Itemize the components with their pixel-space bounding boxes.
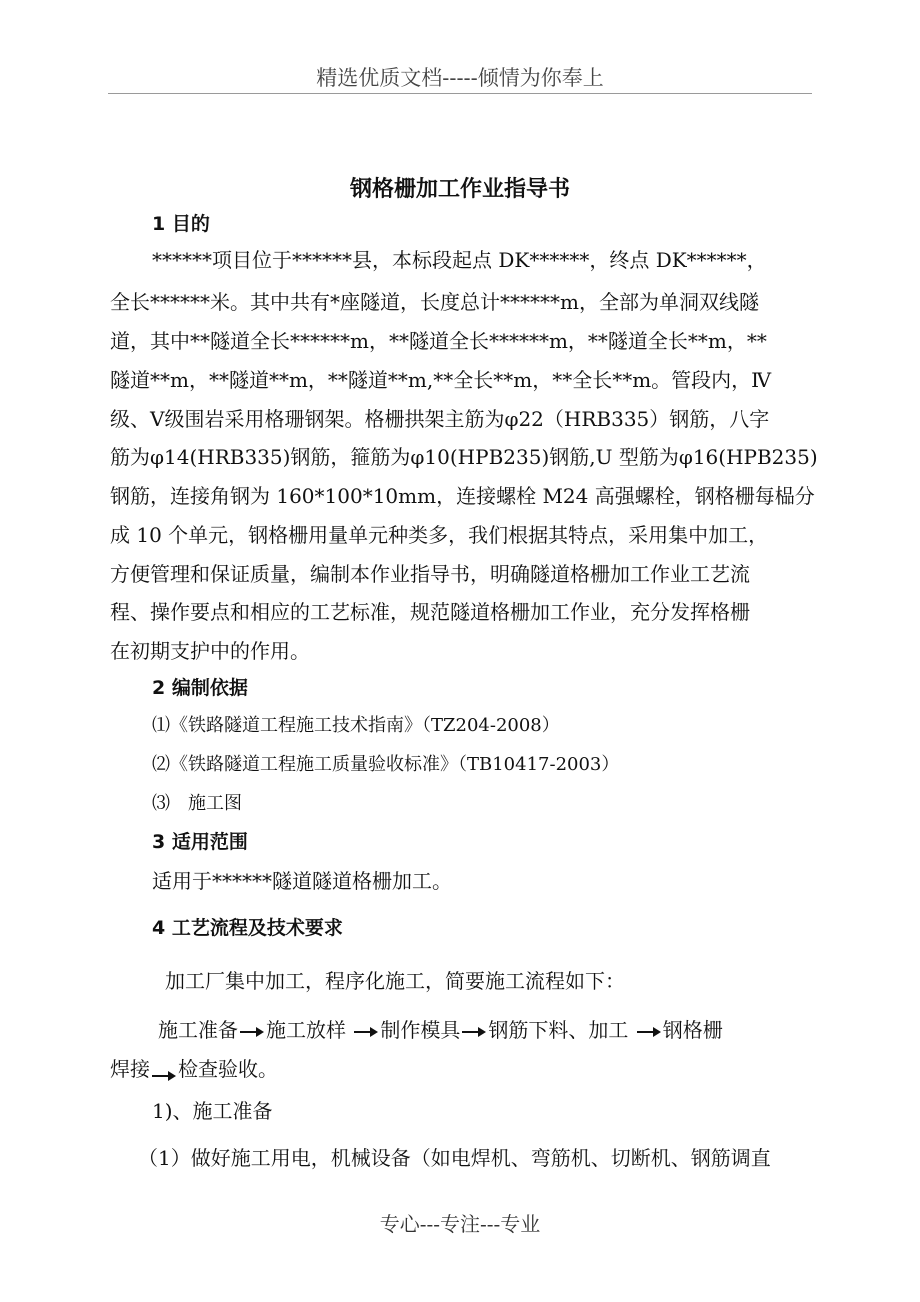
section-heading-scope: 3 适用范围 bbox=[152, 831, 248, 853]
arrow-right-icon bbox=[637, 1026, 661, 1038]
paragraph-line: 成 10 个单元，钢格栅用量单元种类多，我们根据其特点，采用集中加工， bbox=[110, 523, 769, 547]
section-heading-basis: 2 编制依据 bbox=[152, 677, 248, 699]
document-title: 钢格栅加工作业指导书 bbox=[349, 176, 570, 202]
sub-heading-preparation: 1)、施工准备 bbox=[152, 1099, 273, 1123]
process-flow-line-2 bbox=[110, 1054, 278, 1084]
arrow-right-icon bbox=[152, 1070, 176, 1082]
page-footer: 专心---专注---专业 bbox=[379, 1212, 541, 1236]
flow-step: 制作模具 bbox=[380, 1018, 461, 1042]
paragraph-line: 钢筋，连接角钢为 160*100*10mm，连接螺栓 M24 高强螺栓，钢格栅每榀分 bbox=[110, 484, 815, 508]
paragraph-line: 程、操作要点和相应的工艺标准，规范隧道格栅加工作业，充分发挥格栅 bbox=[110, 600, 750, 624]
page-header: 精选优质文档-----倾情为你奉上 bbox=[316, 66, 604, 90]
flow-step: 施工准备 bbox=[158, 1018, 238, 1042]
process-intro: 加工厂集中加工，程序化施工，简要施工流程如下： bbox=[165, 969, 625, 993]
list-item: ⑶ 施工图 bbox=[152, 793, 242, 814]
paragraph-line: 级、Ⅴ级围岩采用格珊钢架。格栅拱架主筋为φ22（HRB335）钢筋，八字 bbox=[110, 407, 770, 431]
paragraph-line: ******项目位于******县，本标段起点 DK******，终点 DK******， bbox=[152, 248, 767, 272]
scope-text: 适用于******隧道隧道格栅加工。 bbox=[152, 869, 452, 893]
preparation-text: （1）做好施工用电，机械设备（如电焊机、弯筋机、切断机、钢筋调直 bbox=[138, 1146, 771, 1170]
paragraph-line: 筋为φ14(HRB335)钢筋，箍筋为φ10(HPB235)钢筋,U 型筋为φ16(HPB235) bbox=[110, 445, 818, 469]
list-item: ⑴《铁路隧道工程施工技术指南》（TZ204-2008） bbox=[152, 715, 560, 736]
flow-step: 焊接 bbox=[110, 1057, 150, 1081]
process-flow-line-1 bbox=[158, 1015, 723, 1045]
arrow-right-icon bbox=[240, 1026, 264, 1038]
paragraph-line: 道，其中**隧道全长******m，**隧道全长******m，**隧道全长**m，** bbox=[110, 329, 767, 353]
list-item: ⑵《铁路隧道工程施工质量验收标准》（TB10417-2003） bbox=[152, 754, 620, 775]
flow-step: 施工放样 bbox=[266, 1018, 346, 1042]
paragraph-line: 隧道**m，**隧道**m，**隧道**m,**全长**m，**全长**m。管段内，Ⅳ bbox=[110, 368, 772, 392]
header-rule bbox=[108, 93, 812, 94]
arrow-right-icon bbox=[462, 1026, 486, 1038]
flow-step: 检查验收。 bbox=[178, 1057, 278, 1081]
section-heading-purpose: 1 目的 bbox=[152, 213, 210, 235]
paragraph-line: 全长******米。其中共有*座隧道，长度总计******m，全部为单洞双线隧 bbox=[110, 290, 759, 314]
paragraph-line: 在初期支护中的作用。 bbox=[110, 639, 310, 663]
flow-step: 钢格栅 bbox=[662, 1018, 723, 1042]
paragraph-line: 方便管理和保证质量，编制本作业指导书，明确隧道格栅加工作业工艺流 bbox=[110, 562, 750, 586]
flow-step: 钢筋下料、加工 bbox=[488, 1018, 629, 1042]
arrow-right-icon bbox=[354, 1026, 378, 1038]
section-heading-process: 4 工艺流程及技术要求 bbox=[152, 917, 343, 939]
